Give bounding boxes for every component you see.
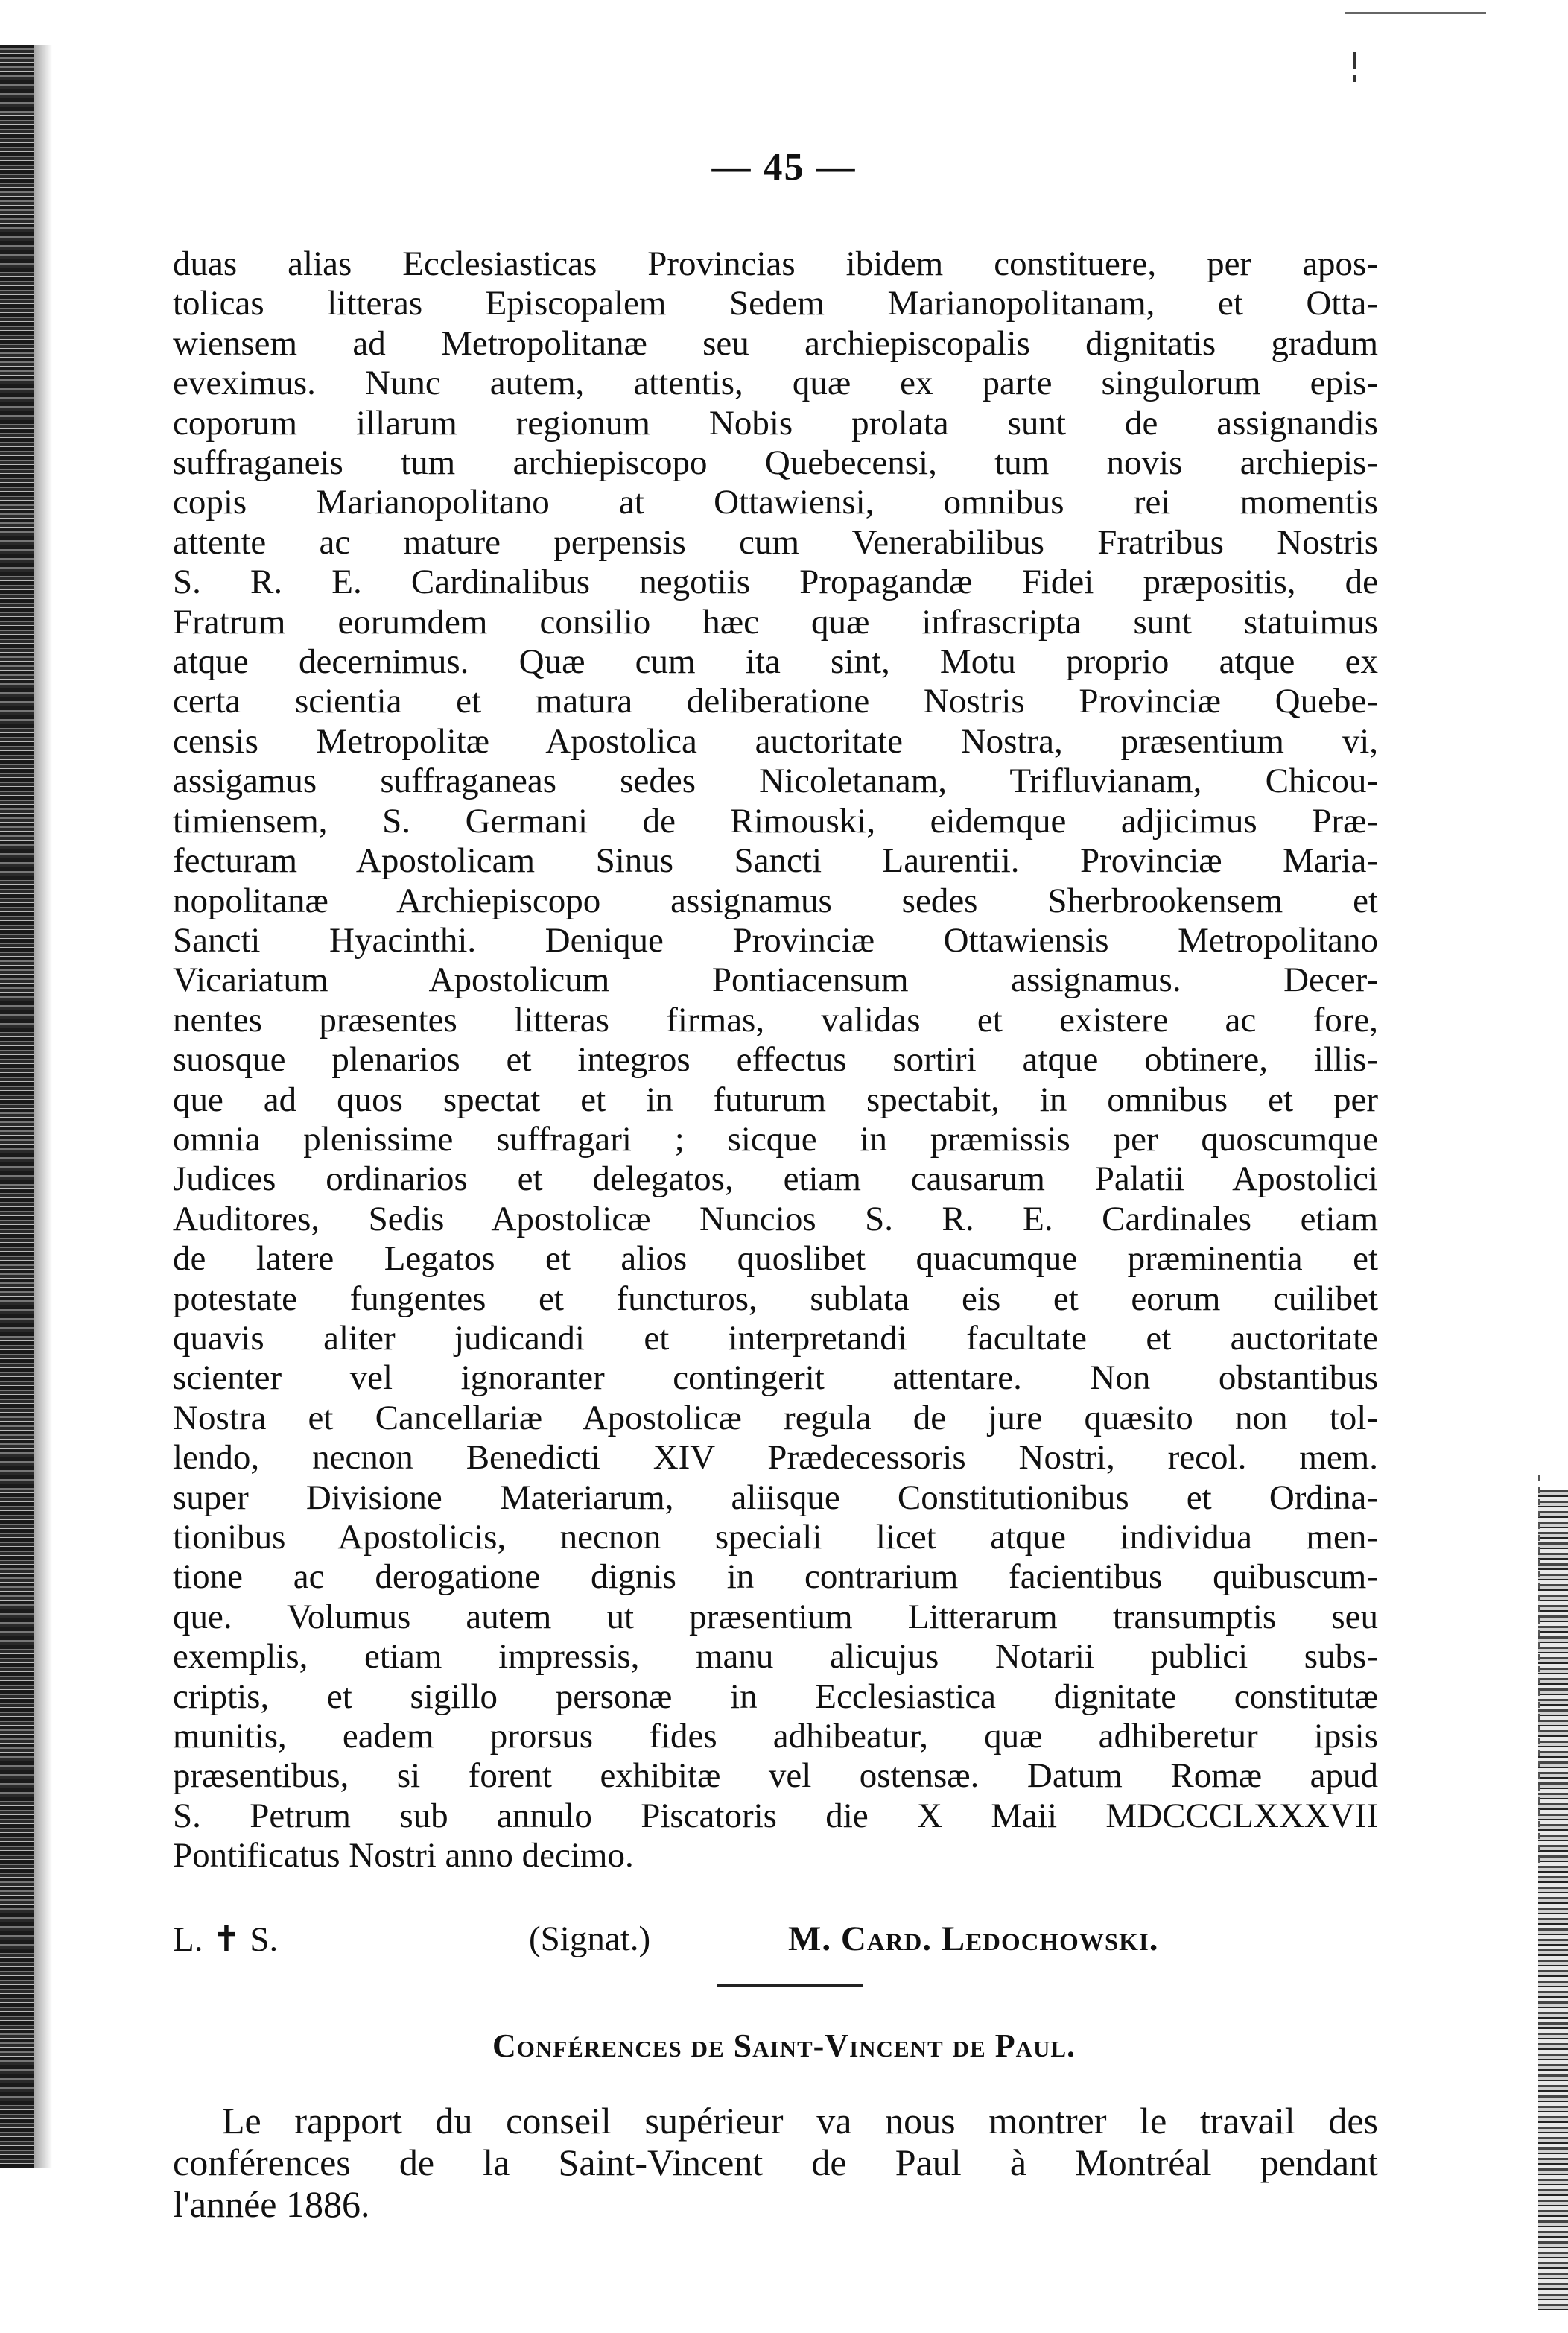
scan-edge-right xyxy=(1538,1490,1568,2310)
text-line: censis Metropolitæ Apostolica auctoritate Nostra, præsentium vi, xyxy=(173,721,1378,761)
text-line: timiensem, S. Germani de Rimouski, eidemque adjicimus Præ- xyxy=(173,801,1378,841)
text-line: copis Marianopolitano at Ottawiensi, omnibus rei momentis xyxy=(173,483,1378,522)
scan-edge-shadow xyxy=(34,45,52,2168)
section-divider xyxy=(717,1984,863,1987)
text-line: scienter vel ignoranter contingerit attentare. Non obstantibus xyxy=(173,1358,1378,1398)
text-line: lendo, necnon Benedicti XIV Prædecessoris Nostri, recol. mem. xyxy=(173,1438,1378,1478)
text-line: Auditores, Sedis Apostolicæ Nuncios S. R. E. Cardinales etiam xyxy=(173,1199,1378,1238)
text-line: attente ac mature perpensis cum Venerabilibus Fratribus Nostris xyxy=(173,522,1378,562)
text-line: tolicas litteras Episcopalem Sedem Marianopolitanam, et Otta- xyxy=(173,284,1378,323)
section-heading: Conférences de Saint-Vincent de Paul. xyxy=(492,2027,1076,2064)
page-number: — 45 — xyxy=(711,146,857,189)
text-line: omnia plenissime suffragari ; sicque in præmissis per quoscumque xyxy=(173,1119,1378,1159)
text-line: tionibus Apostolicis, necnon speciali licet atque individua men- xyxy=(173,1518,1378,1557)
text-line: nentes præsentes litteras firmas, validas et existere ac fore, xyxy=(173,1000,1378,1039)
text-line: Fratrum eorumdem consilio hæc quæ infrascripta sunt statuimus xyxy=(173,602,1378,642)
top-rule-mark xyxy=(1345,12,1486,14)
text-line: conférences de la Saint-Vincent de Paul à Montréal pendant xyxy=(173,2142,1378,2183)
text-line: S. R. E. Cardinalibus negotiis Propagandæ Fidei præpositis, de xyxy=(173,563,1378,602)
body-text xyxy=(173,244,1378,1876)
text-line: fecturam Apostolicam Sinus Sancti Laurentii. Provinciæ Maria- xyxy=(173,841,1378,881)
text-line: exemplis, etiam impressis, manu alicujus Notarii publici subs- xyxy=(173,1637,1378,1677)
text-line: præsentibus, si forent exhibitæ vel ostensæ. Datum Romæ apud xyxy=(173,1756,1378,1796)
text-line: quavis aliter judicandi et interpretandi facultate et auctoritate xyxy=(173,1318,1378,1358)
text-line: que ad quos spectat et in futurum spectabit, in omnibus et per xyxy=(173,1080,1378,1119)
signat-label: (Signat.) xyxy=(529,1919,651,1958)
text-line: l'année 1886. xyxy=(173,2183,370,2225)
text-line: que. Volumus autem ut præsentium Litterarum transumptis seu xyxy=(173,1597,1378,1636)
text-line: Judices ordinarios et delegatos, etiam causarum Palatii Apostolici xyxy=(173,1159,1378,1199)
text-line: de latere Legatos et alios quoslibet quacumque præminentia et xyxy=(173,1239,1378,1279)
text-line: suffraganeis tum archiepiscopo Quebecensi, tum novis archiepis- xyxy=(173,443,1378,483)
closing-paragraph xyxy=(173,2100,1378,2225)
text-line: atque decernimus. Quæ cum ita sint, Motu proprio atque ex xyxy=(173,642,1378,682)
scan-edge-left xyxy=(0,45,34,2168)
seal-mark: L. ✝ S. xyxy=(173,1920,279,1959)
text-line: munitis, eadem prorsus fides adhibeatur, quæ adhiberetur ipsis xyxy=(173,1717,1378,1756)
text-line: coporum illarum regionum Nobis prolata sunt de assignandis xyxy=(173,403,1378,443)
margin-dotted-line xyxy=(1538,1475,1540,1863)
text-line: super Divisione Materiarum, aliisque Constitutionibus et Ordina- xyxy=(173,1478,1378,1517)
text-line: nopolitanæ Archiepiscopo assignamus sedes Sherbrookensem et xyxy=(173,881,1378,920)
text-line: Vicariatum Apostolicum Pontiacensum assignamus. Decer- xyxy=(173,960,1378,1000)
text-line: Le rapport du conseil supérieur va nous montrer le travail des xyxy=(222,2100,1378,2142)
text-line: tione ac derogatione dignis in contrarium facientibus quibuscum- xyxy=(173,1557,1378,1597)
text-line: suosque plenarios et integros effectus sortiri atque obtinere, illis- xyxy=(173,1040,1378,1080)
text-line: potestate fungentes et functuros, sublata eis et eorum cuilibet xyxy=(173,1279,1378,1318)
text-line: eveximus. Nunc autem, attentis, quæ ex parte singulorum epis- xyxy=(173,364,1378,403)
margin-mark xyxy=(1353,52,1356,69)
text-line: Nostra et Cancellariæ Apostolicæ regula de jure quæsito non tol- xyxy=(173,1398,1378,1437)
text-line: S. Petrum sub annulo Piscatoris die X Maii MDCCCLXXXVII xyxy=(173,1796,1378,1835)
text-line: criptis, et sigillo personæ in Ecclesiastica dignitate constitutæ xyxy=(173,1677,1378,1716)
text-line: wiensem ad Metropolitanæ seu archiepiscopalis dignitatis gradum xyxy=(173,323,1378,363)
text-line: Sancti Hyacinthi. Denique Provinciæ Ottawiensis Metropolitano xyxy=(173,920,1378,960)
margin-mark-dot xyxy=(1353,75,1356,82)
text-line: assigamus suffraganeas sedes Nicoletanam, Trifluvianam, Chicou- xyxy=(173,762,1378,801)
text-line: Pontificatus Nostri anno decimo. xyxy=(173,1836,634,1875)
text-line: certa scientia et matura deliberatione Nostris Provinciæ Quebe- xyxy=(173,682,1378,721)
signatory-name: M. Card. Ledochowski. xyxy=(788,1919,1159,1958)
text-line: duas alias Ecclesiasticas Provincias ibidem constituere, per apos- xyxy=(173,244,1378,283)
